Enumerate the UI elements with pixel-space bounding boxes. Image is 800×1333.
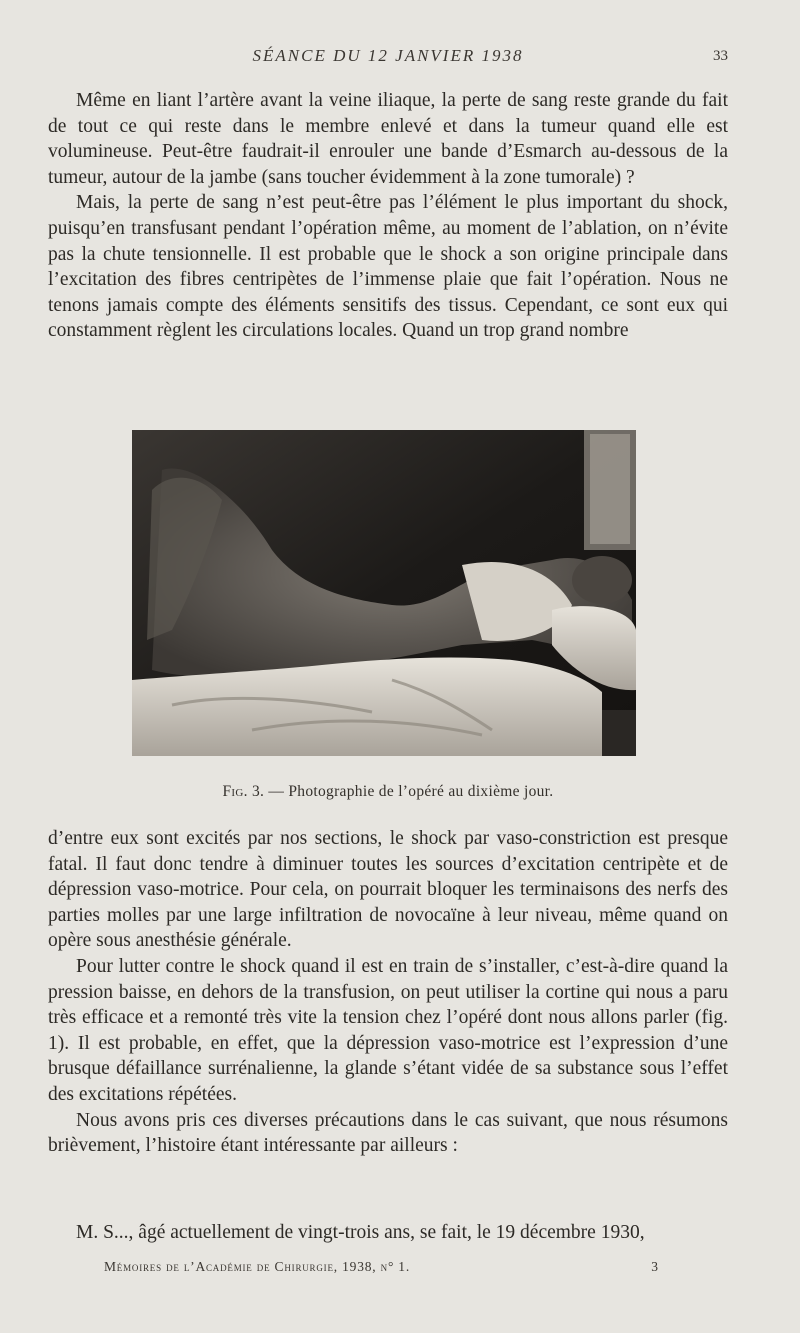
figure-caption-text: — Photographie de l’opéré au dixième jour. bbox=[264, 783, 554, 800]
paragraph: Mais, la perte de sang n’est peut-être pas l’élément le plus important du shock, puisqu’en transfusant pendant l’opération même, au moment de l’ablation, on n’évite pas la chute tensionnelle. Il est probable que le shock a son origine principale dans l’excitation des fibres centripètes de l’immense plaie que fait l’opération. Nous ne tenons jamais compte des éléments sensitifs des tissus. Cependant, ce sont eux qui constamment règlent les circulations locales. Quand un trop grand nombre bbox=[48, 192, 728, 342]
patient-photograph bbox=[132, 430, 636, 756]
paragraph: Nous avons pris ces diverses précautions dans le cas suivant, que nous résumons brièvement, l’histoire étant intéressante par ailleurs : bbox=[48, 1109, 728, 1157]
paragraph: d’entre eux sont excités par nos sections, le shock par vaso-constriction est presque fatal. Il faut donc tendre à diminuer toutes les sources d’excitation centripète et de dépression vaso-motrice. Pour cela, on pourrait bloquer les terminaisons des nerfs des parties molles par une large infiltration de novocaïne à leur niveau, même quand on opère sous anesthésie générale. bbox=[48, 828, 728, 952]
text-block-top bbox=[48, 88, 728, 344]
signature-mark: 3 bbox=[651, 1259, 658, 1274]
figure-label: Fig. 3. bbox=[222, 783, 265, 800]
text-block-bottom bbox=[48, 826, 728, 1159]
text-block-last bbox=[48, 1220, 728, 1246]
page-number: 33 bbox=[713, 48, 728, 64]
journal-reference: Mémoires de l’Académie de Chirurgie, 1938, n° 1. bbox=[104, 1259, 411, 1274]
running-title: SÉANCE DU 12 JANVIER 1938 bbox=[252, 46, 524, 65]
figure-caption bbox=[48, 783, 728, 801]
paragraph: Pour lutter contre le shock quand il est en train de s’installer, c’est-à-dire quand la pression baisse, en dehors de la transfusion, on peut utiliser la cortine qui nous a paru très efficace et a remonté très vite la tension chez l’opéré dont nous allons parler (fig. 1). Il est probable, en effet, que la dépression vaso-motrice est l’expression d’une brusque défaillance surrénalienne, la glande s’étant vidée de sa substance sous l’effet des excitations répétées. bbox=[48, 955, 728, 1105]
running-header bbox=[48, 46, 728, 70]
page-footer bbox=[104, 1259, 664, 1279]
paragraph: M. S..., âgé actuellement de vingt-trois ans, se fait, le 19 décembre 1930, bbox=[76, 1222, 645, 1243]
paragraph: Même en liant l’artère avant la veine iliaque, la perte de sang reste grande du fait de tout ce qui reste dans le membre enlevé et dans la tumeur quand elle est volumineuse. Peut-être faudrait-il enrouler une bande d’Esmarch au-dessous de la tumeur, autour de la jambe (sans toucher évidemment à la zone tumorale) ? bbox=[48, 90, 728, 188]
photograph-image bbox=[132, 430, 636, 756]
